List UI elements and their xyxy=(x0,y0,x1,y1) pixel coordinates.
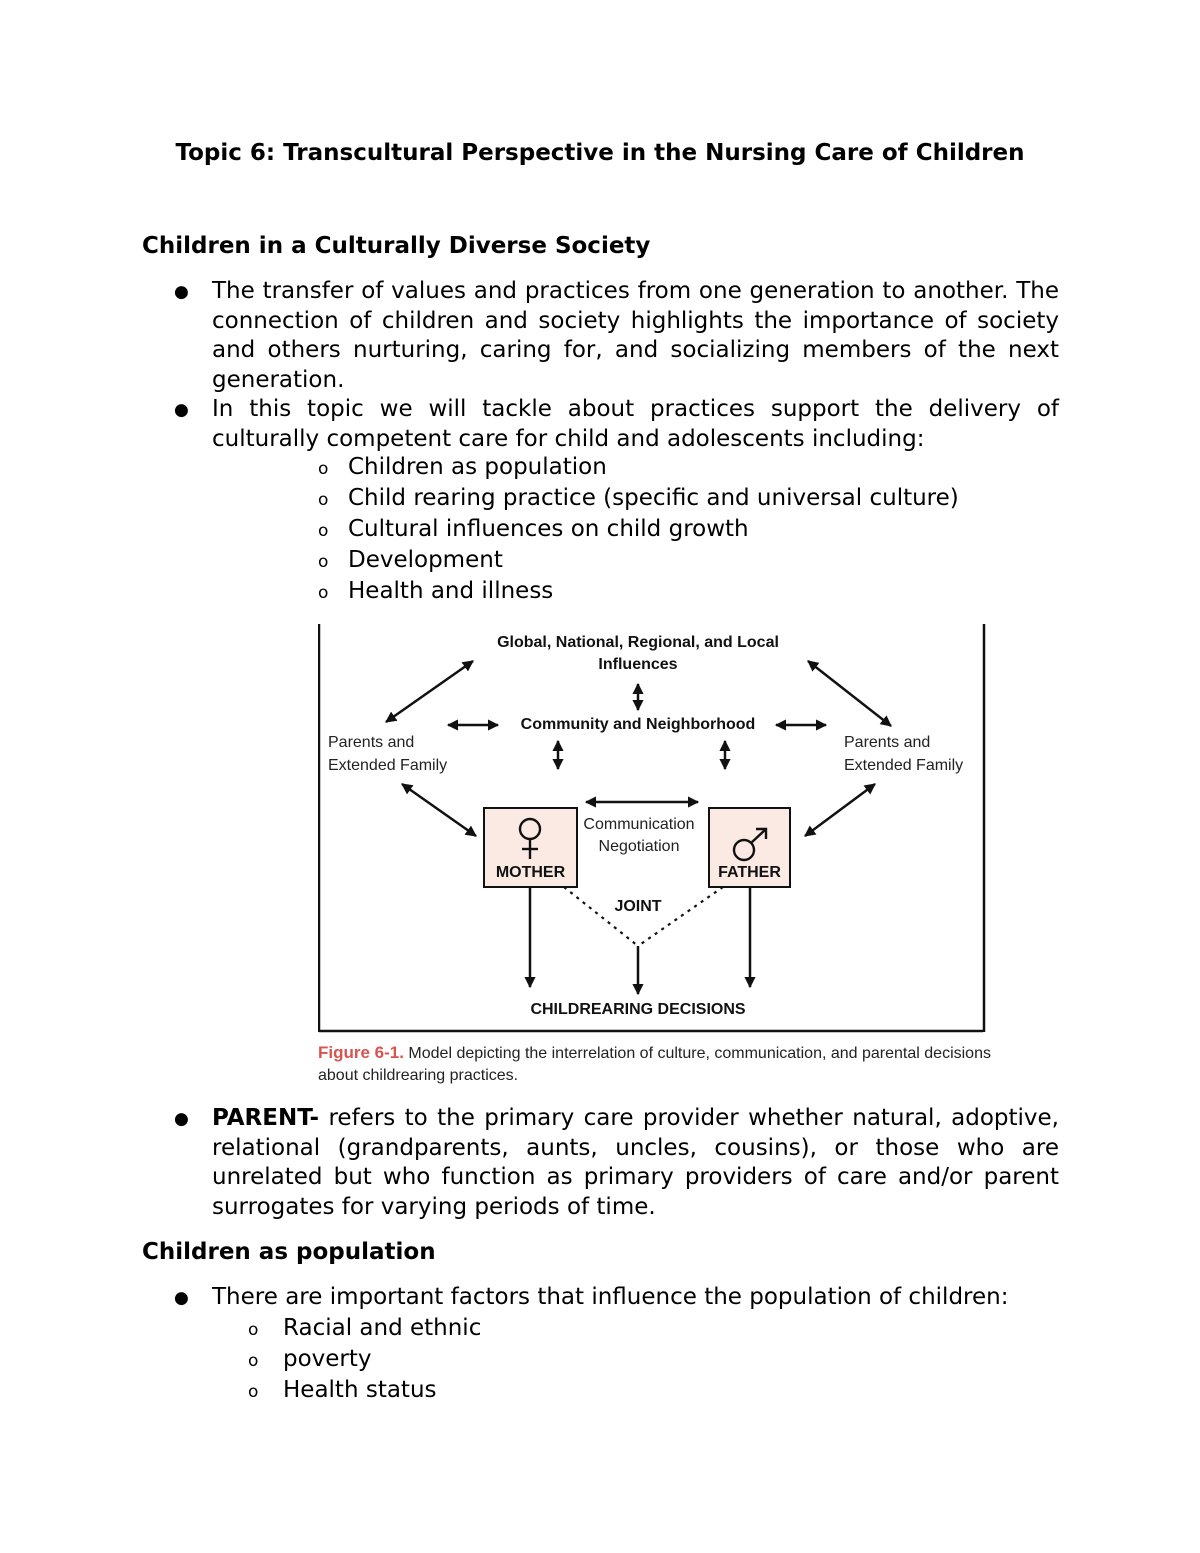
extended-family-right-label: Extended Family xyxy=(844,757,964,774)
influences-label: Influences xyxy=(598,656,678,673)
sub-list-item: o Health and illness xyxy=(318,576,553,607)
childrearing-decisions-label: CHILDREARING DECISIONS xyxy=(530,1001,746,1018)
bullet-text: The transfer of values and practices from one generation to another. The connection of children and society highlights the importance of society and others nurturing, caring for, and socializing members of the next generation. xyxy=(212,278,1059,393)
circle-bullet-icon: o xyxy=(318,552,329,572)
sub-list-item: o poverty xyxy=(248,1344,372,1375)
section-heading-children-population: Children as population xyxy=(142,1239,436,1265)
circle-bullet-icon: o xyxy=(318,490,329,510)
negotiation-label: Negotiation xyxy=(598,838,680,855)
caption-text: Model depicting the interrelation of culture, communication, and parental decisions about childrearing practices. xyxy=(318,1045,991,1084)
father-label: FATHER xyxy=(718,864,781,881)
page-title: Topic 6: Transcultural Perspective in the Nursing Care of Children xyxy=(175,140,1025,166)
parent-term: PARENT- xyxy=(212,1105,320,1131)
list-item xyxy=(174,1283,1059,1313)
global-label: Global, National, Regional, and Local xyxy=(497,634,779,651)
sub-list-item: o Cultural influences on child growth xyxy=(318,514,749,545)
bullet-icon: ● xyxy=(174,400,189,420)
circle-bullet-icon: o xyxy=(318,459,329,479)
sub-list-item: o Development xyxy=(318,545,503,576)
circle-bullet-icon: o xyxy=(318,521,329,541)
communication-label: Communication xyxy=(583,816,695,833)
figure-caption xyxy=(318,1042,998,1087)
circle-bullet-icon: o xyxy=(248,1382,259,1402)
sub-list-item: o Racial and ethnic xyxy=(248,1313,481,1344)
community-label: Community and Neighborhood xyxy=(520,716,756,733)
mother-label: MOTHER xyxy=(495,864,566,881)
circle-bullet-icon: o xyxy=(248,1320,259,1340)
bullet-text xyxy=(212,1104,1059,1222)
section-heading-diverse-society: Children in a Culturally Diverse Society xyxy=(142,233,651,259)
joint-label: JOINT xyxy=(614,898,662,915)
circle-bullet-icon: o xyxy=(318,583,329,603)
parents-right-label: Parents and xyxy=(844,734,931,751)
bullet-text: There are important factors that influence the population of children: xyxy=(212,1284,1009,1310)
bullet-icon: ● xyxy=(174,282,189,302)
sub-list-item: o Child rearing practice (specific and universal culture) xyxy=(318,483,959,514)
caption-label: Figure 6-1. xyxy=(318,1043,404,1062)
sub-list-item: o Children as population xyxy=(318,452,607,483)
list-item xyxy=(174,1104,1059,1222)
sub-list-item: o Health status xyxy=(248,1375,437,1406)
list-item xyxy=(174,277,1059,395)
parents-left-label: Parents and xyxy=(328,734,415,751)
list-item xyxy=(174,395,1059,454)
circle-bullet-icon: o xyxy=(248,1351,259,1371)
figure-diagram xyxy=(318,624,986,1034)
bullet-text: In this topic we will tackle about practices support the delivery of culturally competent care for child and adolescents including: xyxy=(212,396,1059,452)
bullet-icon: ● xyxy=(174,1288,189,1308)
parent-definition: refers to the primary care provider whether natural, adoptive, relational (grandparents, aunts, uncles, cousins), or those who are unrelated but who function as primary providers of care and/or parent surrogates for varying periods of time. xyxy=(212,1105,1059,1220)
extended-family-left-label: Extended Family xyxy=(328,757,448,774)
bullet-icon: ● xyxy=(174,1109,189,1129)
